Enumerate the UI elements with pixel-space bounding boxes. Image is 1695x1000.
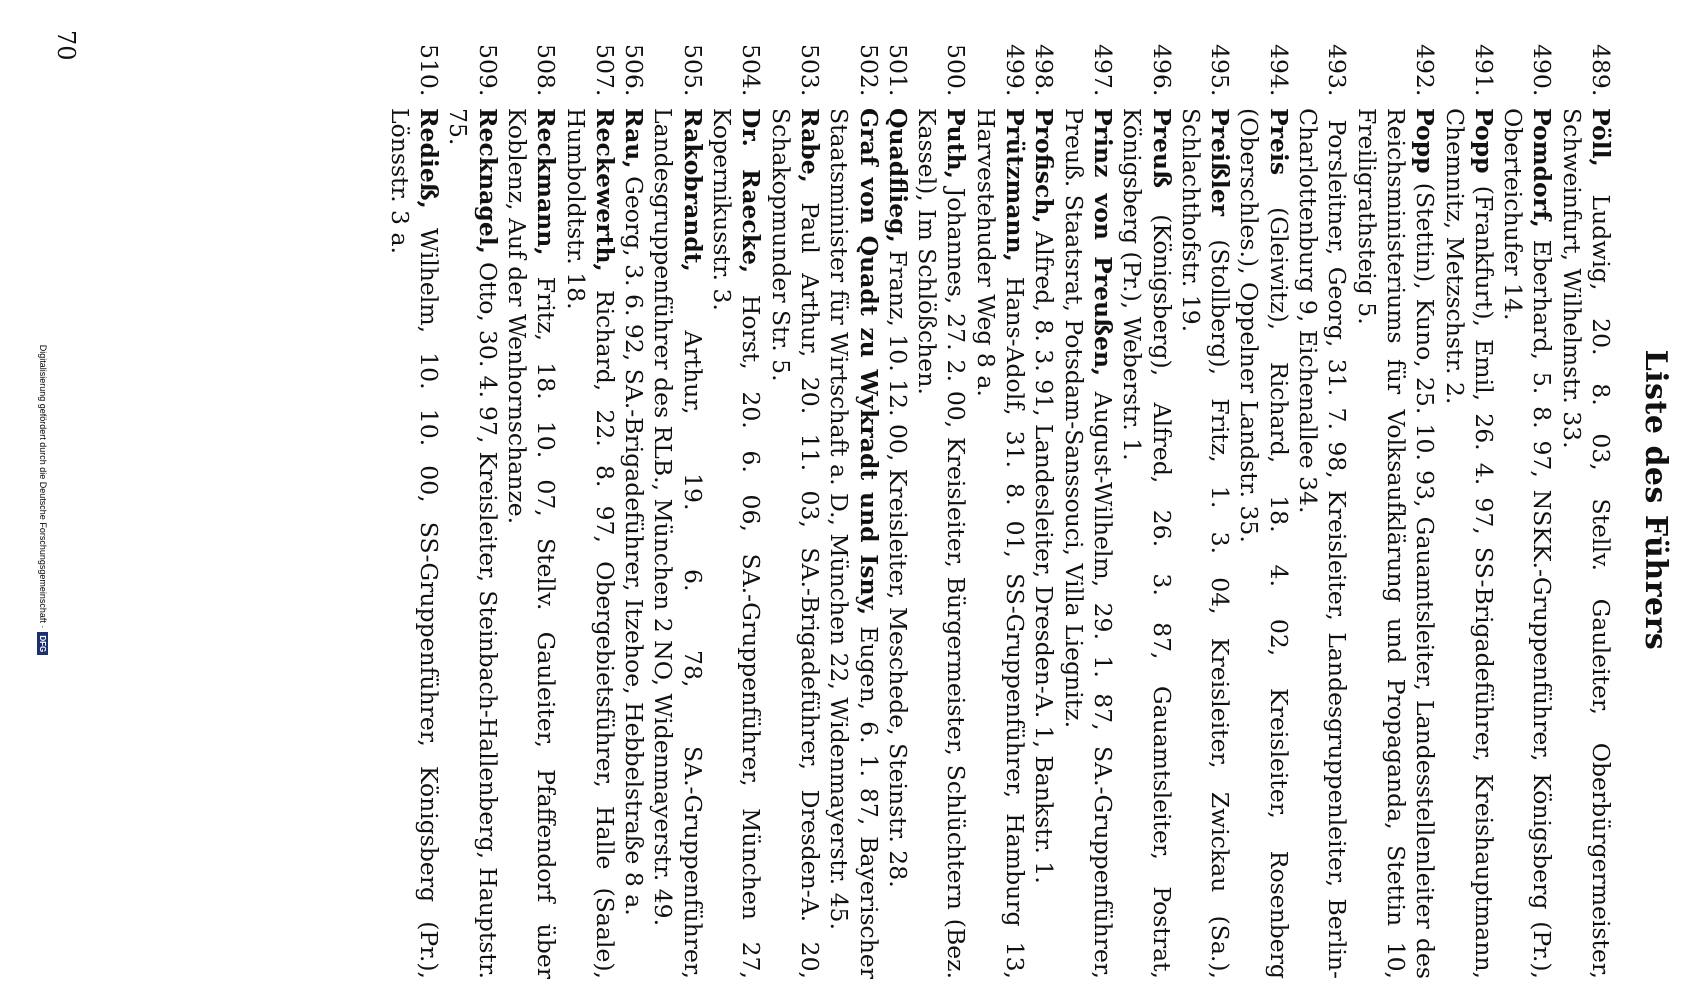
entry-number: 506.	[620, 44, 649, 97]
entry-number: 491.	[1469, 44, 1498, 97]
list-entry	[912, 44, 971, 979]
entry-number: 492.	[1411, 44, 1440, 97]
digitization-credit	[37, 0, 48, 1000]
entry-text: Paul Arthur, 20. 11. 03, SA.-Brigadeführer, Dresden-A. 20, Schakopmunder Str. 5.	[766, 108, 824, 979]
list-entry	[1234, 44, 1293, 979]
entry-text: Horst, 20. 6. 06, SA.-Gruppenführer, München 27, Kopernikusstr. 3.	[708, 108, 766, 979]
entry-name: Reckmann,	[532, 108, 561, 256]
list-entry	[1351, 44, 1439, 979]
list-entry	[883, 44, 912, 979]
entry-text: Wilhelm, 10. 10. 00, SS-Gruppenführer, Königsberg (Pr.), Lönsstr. 3 a.	[385, 108, 444, 979]
entry-text: (Gleiwitz), Richard, 18. 4. 02, Kreisleiter, Rosenberg (Oberschles.), Oppelner Landstr. 35.	[1235, 108, 1293, 979]
entry-number: 505.	[678, 44, 707, 97]
entry-text: Fritz, 18. 10. 07, Stellv. Gauleiter, Pfaffendorf über Koblenz, Auf der Wenhornschanze.	[503, 108, 561, 979]
entry-name: Rabe,	[795, 108, 824, 183]
entry-text: Porsleitner, Georg, 31. 7. 98, Kreisleiter, Landesgruppenleiter, Berlin-Charlottenburg 9, Eichenallee 34.	[1294, 108, 1352, 979]
entry-name: Pomdorf,	[1528, 108, 1557, 228]
entry-name: Rau,	[620, 108, 649, 169]
entry-name: Redieß,	[415, 108, 444, 209]
entry-text: Richard, 22. 8. 97, Obergebietsführer, Halle (Saale), Humboldtstr. 18.	[561, 108, 619, 979]
entry-name: Recknagel,	[473, 108, 502, 254]
entry-name: Pöll,	[1587, 108, 1615, 167]
entry-text: Arthur, 19. 6. 78, SA.-Gruppenführer, Landesgruppenführer des RLB., München 2 NO, Widenmayerstr. 49.	[649, 108, 707, 979]
list-entry	[648, 44, 707, 979]
entry-text: Johannes, 27. 2. 00, Kreisleiter, Bürgermeister, Schlüchtern (Bez. Kassel), Im Schlößchen.	[913, 108, 971, 979]
entry-text: Franz, 10. 12. 00, Kreisleiter, Meschede, Steinstr. 28.	[883, 250, 912, 888]
entry-list	[385, 44, 1615, 979]
list-entry	[824, 44, 883, 979]
entry-name: Prinz von Preußen,	[1088, 108, 1117, 377]
entry-number: 498.	[1030, 44, 1059, 97]
entry-number: 508.	[532, 44, 561, 97]
list-entry	[619, 44, 648, 979]
entry-text: Otto, 30. 4. 97, Kreisleiter, Steinbach-Hallenberg, Hauptstr. 75.	[444, 108, 502, 979]
entry-number: 495.	[1206, 44, 1235, 97]
entry-text: (Frankfurt), Emil, 26. 4. 97, SS-Brigadeführer, Kreishauptmann, Chemnitz, Metzschstr. 2.	[1440, 108, 1498, 979]
entry-number: 502.	[854, 44, 883, 97]
entry-number: 510.	[415, 44, 444, 97]
entry-number: 501.	[883, 44, 912, 97]
entry-name: Puth,	[942, 108, 971, 179]
entry-text: Hans-Adolf, 31. 8. 01, SS-Gruppenführer, Hamburg 13, Harvestehuder Weg 8 a.	[971, 108, 1030, 979]
entry-number: 500.	[942, 44, 971, 97]
entry-number: 507.	[590, 44, 619, 97]
entry-text: Alfred, 8. 3. 91, Landesleiter, Dresden-A. 1, Bankstr. 1.	[1030, 231, 1059, 884]
entry-text: Ludwig, 20. 8. 03, Stellv. Gauleiter, Oberbürgermeister, Schweinfurt, Wilhelmstr. 33.	[1557, 108, 1615, 979]
credit-text: Digitalisierung gefördert durch die Deutsche Forschungsgemeinschaft ·	[38, 344, 48, 629]
entry-name: Graf von Quadt zu Wykradt und Isny,	[854, 108, 883, 616]
list-entry	[1556, 44, 1615, 979]
entry-number: 489.	[1587, 44, 1615, 97]
entry-name: Rakobrandt,	[678, 108, 707, 272]
entry-text: Eberhard, 5. 8. 97, NSKK.-Gruppenführer, Königsberg (Pr.), Oberteichufer 14.	[1499, 108, 1557, 979]
entry-text: Eugen, 6. 1. 87, Bayerischer Staatsminister für Wirtschaft a. D., München 22, Widenmayerstr. 45.	[825, 108, 883, 979]
list-entry	[1176, 44, 1235, 979]
entry-number: 503.	[795, 44, 824, 97]
page-number: 70	[52, 30, 80, 61]
entry-number: 493.	[1323, 44, 1352, 97]
list-entry	[385, 44, 444, 979]
list-entry	[970, 44, 1029, 979]
list-entry	[1117, 44, 1176, 979]
list-entry	[560, 44, 619, 979]
list-entry	[765, 44, 824, 979]
dfg-logo: DFG	[37, 632, 48, 655]
entry-text: (Stollberg), Fritz, 1. 3. 04, Kreisleiter, Zwickau (Sa.), Schlachthofstr. 19.	[1176, 108, 1235, 979]
entry-number: 490.	[1528, 44, 1557, 97]
entry-name: Prützmann,	[1001, 108, 1030, 262]
list-entry	[707, 44, 766, 979]
list-entry	[443, 44, 502, 979]
entry-number: 509.	[473, 44, 502, 97]
entry-text: Georg, 3. 6. 92, SA.-Brigadeführer, Itzehoe, Hebbelstraße 8 a.	[620, 176, 649, 916]
entry-name: Popp	[1469, 108, 1498, 174]
entry-number: 504.	[737, 44, 766, 97]
list-entry	[1293, 44, 1352, 979]
entry-name: Profisch,	[1030, 108, 1059, 224]
list-entry	[502, 44, 561, 979]
entry-name: Preis	[1264, 108, 1293, 176]
list-entry	[1498, 44, 1557, 979]
entry-name: Preuß	[1147, 108, 1176, 188]
entry-name: Quadflieg,	[883, 108, 912, 243]
entry-text: (Stettin), Kuno, 25. 10. 93, Gauamtsleiter, Landesstellenleiter des Reichsministeriums für Volksaufklärung und Propaganda, Stettin 10, Freiligrathsteig 5.	[1352, 108, 1440, 979]
entry-text: August-Wilhelm, 29. 1. 87, SA.-Gruppenführer, Preuß. Staatsrat, Potsdam-Sanssouci, Villa Liegnitz.	[1059, 108, 1117, 979]
entry-number: 494.	[1264, 44, 1293, 97]
entry-number: 496.	[1147, 44, 1176, 97]
entry-number: 499.	[1001, 44, 1030, 97]
list-entry	[1439, 44, 1498, 979]
entry-text: (Königsberg), Alfred, 26. 3. 87, Gauamtsleiter, Postrat, Königsberg (Pr.), Weberstr. 1.	[1118, 108, 1176, 979]
entry-name: Dr. Raecke,	[737, 108, 766, 274]
entry-name: Reckewerth,	[590, 108, 619, 272]
list-entry	[1058, 44, 1117, 979]
entry-number: 497.	[1088, 44, 1117, 97]
entry-name: Preißler	[1206, 108, 1235, 217]
list-entry	[1029, 44, 1058, 979]
entry-name: Popp	[1411, 108, 1440, 174]
running-head: Liste des Führers	[1638, 349, 1673, 651]
